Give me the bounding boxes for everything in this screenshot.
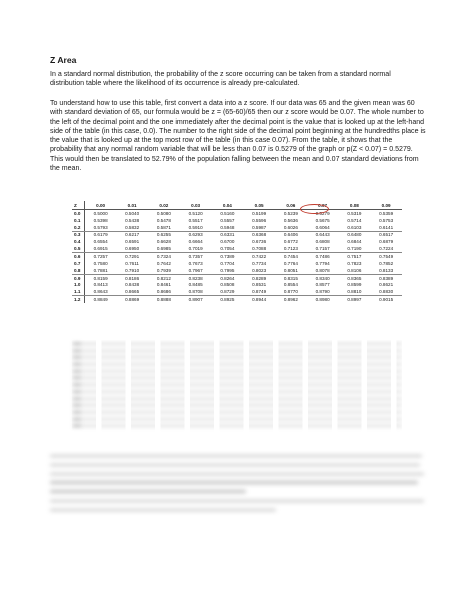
table-cell: 0.6915 bbox=[85, 245, 117, 252]
explanation-paragraph: To understand how to use this table, first convert a data into a z score. If our data was 65 and the given mean was 60 with standard deviation of 65, our formula would be z = (65-60)/65 then our z score would be 0.07. The whole number to the left of the decimal point and the one immediately after the decimal point is the value that is looked up at the left-hand side of the table (in this case, 0.0). The number to the right side of the decimal point beginning at the hundredths place is the value that is looked up at the top most row of the table (in this case 0.07). From the table, it shows that the probability that any normal random variable that will be less than 0.07 is 0.5279 of the graph or p(Z < 0.07) = 0.5279. This would then be translated to 52.79% of the population falling between the mean and 0.07 standard deviations from the mean. bbox=[50, 100, 426, 173]
table-cell: 0.8980 bbox=[315, 297, 330, 303]
table-cell: 0.7823 bbox=[347, 260, 362, 266]
table-cell: 0.7580 bbox=[93, 260, 108, 266]
table-cell: 0.5478 bbox=[156, 217, 171, 223]
column-header: 0.08 bbox=[339, 201, 371, 210]
table-cell: 0.8289 bbox=[252, 275, 267, 281]
table-cell: 0.5239 bbox=[283, 210, 298, 216]
table-cell: 0.8869 bbox=[125, 297, 140, 303]
table-cell: 0.5793 bbox=[85, 224, 117, 231]
table-cell: 0.5636 bbox=[283, 217, 298, 223]
table-cell: 0.7939 bbox=[148, 267, 180, 274]
table-cell: 0.9015 bbox=[379, 297, 394, 303]
table-cell: 0.7422 bbox=[252, 253, 267, 259]
table-cell: 0.6179 bbox=[93, 232, 108, 238]
table-cell: 0.6808 bbox=[315, 239, 330, 245]
column-header: 0.00 bbox=[85, 201, 117, 210]
table-cell: 0.5753 bbox=[379, 217, 394, 223]
table-cell: 0.5199 bbox=[252, 210, 267, 216]
table-cell: 0.5438 bbox=[125, 217, 140, 223]
table-cell: 0.5120 bbox=[188, 210, 203, 216]
table-cell: 0.5398 bbox=[93, 217, 108, 223]
table-cell: 0.8413 bbox=[93, 282, 108, 288]
column-header: 0.03 bbox=[180, 201, 212, 210]
table-cell: 0.7157 bbox=[307, 245, 339, 252]
table-cell: 0.5948 bbox=[212, 224, 244, 231]
table-cell: 0.8907 bbox=[188, 297, 203, 303]
table-cell: 0.7611 bbox=[125, 260, 139, 266]
section-heading: Z Area bbox=[50, 55, 77, 65]
table-cell: 0.6736 bbox=[252, 239, 267, 245]
table-cell: 0.5910 bbox=[180, 224, 212, 231]
table-cell: 0.8389 bbox=[379, 275, 394, 281]
table-cell: 0.8810 bbox=[339, 288, 371, 295]
table-row bbox=[72, 274, 402, 281]
table-cell: 0.8365 bbox=[347, 275, 362, 281]
table-cell: 0.5040 bbox=[125, 210, 140, 216]
table-cell: 0.8944 bbox=[252, 297, 267, 303]
column-header: Z bbox=[72, 201, 85, 210]
blurred-table-rows bbox=[72, 340, 402, 432]
intro-paragraph: In a standard normal distribution, the probability of the z score occurring can be taken from a standard normal distribution table where the likelihood of its occurrence is already pre-calculated. bbox=[50, 71, 391, 88]
table-row bbox=[72, 238, 402, 245]
row-label: 0.2 bbox=[72, 224, 85, 231]
table-cell: 0.7389 bbox=[220, 253, 235, 259]
table-cell: 0.8023 bbox=[243, 267, 275, 274]
table-cell: 0.8186 bbox=[125, 275, 140, 281]
table-cell: 0.7454 bbox=[283, 253, 298, 259]
table-cell: 0.8790 bbox=[307, 288, 339, 295]
table-cell: 0.6664 bbox=[188, 239, 203, 245]
table-cell: 0.8729 bbox=[212, 288, 244, 295]
table-cell: 0.8830 bbox=[370, 288, 402, 295]
table-cell: 0.5557 bbox=[220, 217, 235, 223]
table-cell: 0.8264 bbox=[220, 275, 235, 281]
table-cell: 0.5596 bbox=[252, 217, 267, 223]
table-cell: 0.7224 bbox=[370, 245, 402, 252]
table-cell: 0.8485 bbox=[188, 282, 203, 288]
table-cell: 0.8686 bbox=[148, 288, 180, 295]
table-cell: 0.6700 bbox=[220, 239, 235, 245]
table-cell: 0.7190 bbox=[339, 245, 371, 252]
table-cell: 0.6844 bbox=[347, 239, 362, 245]
table-cell: 0.8508 bbox=[220, 282, 235, 288]
table-cell: 0.8438 bbox=[125, 282, 140, 288]
table-cell: 0.6517 bbox=[379, 232, 394, 238]
table-cell: 0.8770 bbox=[275, 288, 307, 295]
table-cell: 0.7357 bbox=[188, 253, 203, 259]
highlight-circle bbox=[300, 204, 329, 214]
table-cell: 0.6141 bbox=[370, 224, 402, 231]
table-cell: 0.6443 bbox=[315, 232, 330, 238]
column-header: 0.07 bbox=[307, 201, 339, 210]
table-cell: 0.7704 bbox=[220, 260, 235, 266]
table-cell: 0.8665 bbox=[116, 288, 148, 295]
table-cell: 0.7123 bbox=[275, 245, 307, 252]
table-cell: 0.7088 bbox=[243, 245, 275, 252]
table-cell: 0.6368 bbox=[252, 232, 267, 238]
column-header: 0.04 bbox=[212, 201, 244, 210]
table-cell: 0.7291 bbox=[125, 253, 140, 259]
row-label: 0.0 bbox=[72, 210, 85, 217]
table-cell: 0.7486 bbox=[315, 253, 330, 259]
blurred-paragraph bbox=[50, 500, 426, 518]
table-cell: 0.6554 bbox=[93, 239, 108, 245]
table-cell: 0.8554 bbox=[283, 282, 298, 288]
table-cell: 0.6026 bbox=[275, 224, 307, 231]
table-cell: 0.8461 bbox=[156, 282, 171, 288]
table-cell: 0.6255 bbox=[156, 232, 171, 238]
table-cell: 0.8212 bbox=[156, 275, 171, 281]
table-cell: 0.7257 bbox=[93, 253, 108, 259]
table-cell: 0.5871 bbox=[148, 224, 180, 231]
table-cell: 0.8106 bbox=[339, 267, 371, 274]
table-cell: 0.6628 bbox=[156, 239, 171, 245]
table-row bbox=[72, 288, 402, 295]
table-cell: 0.8749 bbox=[243, 288, 275, 295]
table-cell: 0.8051 bbox=[275, 267, 307, 274]
table-row bbox=[72, 231, 402, 238]
column-header: 0.02 bbox=[148, 201, 180, 210]
column-header: 0.05 bbox=[243, 201, 275, 210]
table-cell: 0.8159 bbox=[93, 275, 108, 281]
table-cell: 0.6480 bbox=[347, 232, 362, 238]
table-cell: 0.8962 bbox=[283, 297, 298, 303]
blurred-paragraph bbox=[50, 455, 426, 499]
table-cell: 0.6406 bbox=[283, 232, 298, 238]
table-row bbox=[72, 210, 402, 217]
table-cell: 0.5987 bbox=[243, 224, 275, 231]
table-cell: 0.6293 bbox=[188, 232, 203, 238]
table-cell: 0.8888 bbox=[156, 297, 171, 303]
table-row bbox=[72, 253, 402, 260]
table-cell: 0.7673 bbox=[188, 260, 203, 266]
table-cell: 0.7995 bbox=[212, 267, 244, 274]
table-cell: 0.5832 bbox=[116, 224, 148, 231]
table-cell: 0.8621 bbox=[379, 282, 394, 288]
row-label: 1.0 bbox=[72, 281, 85, 288]
table-cell: 0.5080 bbox=[156, 210, 171, 216]
row-label: 0.8 bbox=[72, 267, 85, 274]
row-label: 0.1 bbox=[72, 217, 85, 224]
table-cell: 0.7054 bbox=[212, 245, 244, 252]
table-cell: 0.5675 bbox=[315, 217, 330, 223]
table-body bbox=[72, 210, 402, 303]
z-score-table bbox=[72, 201, 402, 303]
table-cell: 0.6331 bbox=[220, 232, 235, 238]
table-cell: 0.6064 bbox=[307, 224, 339, 231]
table-cell: 0.6217 bbox=[125, 232, 140, 238]
row-label: 0.5 bbox=[72, 245, 85, 252]
table-cell: 0.8577 bbox=[315, 282, 330, 288]
table-row bbox=[72, 245, 402, 252]
table-cell: 0.7549 bbox=[379, 253, 394, 259]
table-cell: 0.7517 bbox=[347, 253, 362, 259]
table-cell: 0.7734 bbox=[252, 260, 267, 266]
table-cell: 0.6591 bbox=[125, 239, 140, 245]
table-cell: 0.8599 bbox=[347, 282, 362, 288]
table-row bbox=[72, 281, 402, 288]
table-cell: 0.8340 bbox=[315, 275, 330, 281]
table-row bbox=[72, 217, 402, 224]
table-cell: 0.8708 bbox=[180, 288, 212, 295]
table-cell: 0.7881 bbox=[85, 267, 117, 274]
table-row bbox=[72, 260, 402, 267]
table-cell: 0.8643 bbox=[85, 288, 117, 295]
column-header: 0.06 bbox=[275, 201, 307, 210]
column-header: 0.01 bbox=[116, 201, 148, 210]
table-cell: 0.8133 bbox=[370, 267, 402, 274]
table-cell: 0.7967 bbox=[180, 267, 212, 274]
row-label: 0.6 bbox=[72, 253, 85, 260]
row-label: 0.7 bbox=[72, 260, 85, 267]
table-row bbox=[72, 296, 402, 303]
table-cell: 0.8925 bbox=[220, 297, 235, 303]
table-cell: 0.5000 bbox=[93, 210, 108, 216]
row-label: 1.2 bbox=[72, 296, 85, 303]
row-label: 0.4 bbox=[72, 238, 85, 245]
table-cell: 0.7019 bbox=[180, 245, 212, 252]
table-cell: 0.5160 bbox=[220, 210, 235, 216]
table-cell: 0.8315 bbox=[283, 275, 298, 281]
table-cell: 0.6772 bbox=[283, 239, 298, 245]
column-header: 0.09 bbox=[370, 201, 402, 210]
table-cell: 0.8531 bbox=[252, 282, 267, 288]
table-cell: 0.7910 bbox=[116, 267, 148, 274]
table-cell: 0.6879 bbox=[379, 239, 394, 245]
table-cell: 0.5359 bbox=[379, 210, 394, 216]
table-cell: 0.7794 bbox=[315, 260, 330, 266]
table-cell: 0.6950 bbox=[116, 245, 148, 252]
table-cell: 0.8078 bbox=[307, 267, 339, 274]
table-cell: 0.6985 bbox=[148, 245, 180, 252]
blurred-row-labels bbox=[73, 340, 81, 432]
table-cell: 0.5517 bbox=[188, 217, 203, 223]
row-label: 0.9 bbox=[72, 274, 85, 281]
table-cell: 0.5714 bbox=[347, 217, 362, 223]
table-cell: 0.6103 bbox=[339, 224, 371, 231]
table-cell: 0.8997 bbox=[347, 297, 362, 303]
table-cell: 0.7852 bbox=[379, 260, 394, 266]
table-cell: 0.7764 bbox=[283, 260, 298, 266]
table-cell: 0.7642 bbox=[156, 260, 171, 266]
table-cell: 0.8238 bbox=[188, 275, 203, 281]
row-label: 0.3 bbox=[72, 231, 85, 238]
row-label: 1.1 bbox=[72, 288, 85, 295]
table-cell: 0.5279 bbox=[315, 210, 330, 216]
table-cell: 0.7324 bbox=[156, 253, 171, 259]
table-row bbox=[72, 267, 402, 274]
table-cell: 0.5319 bbox=[347, 210, 362, 216]
table-cell: 0.8849 bbox=[93, 297, 108, 303]
table-header-row bbox=[72, 201, 402, 210]
table-row bbox=[72, 224, 402, 231]
